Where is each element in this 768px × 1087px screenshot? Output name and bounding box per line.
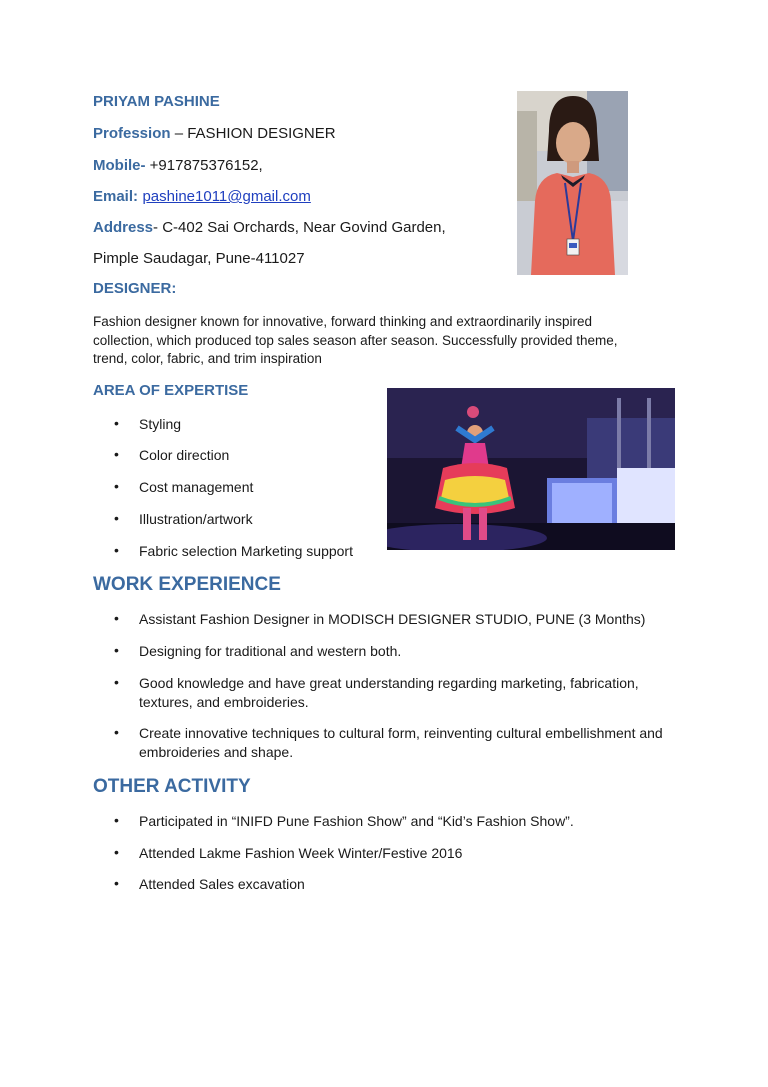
work-item [139, 724, 663, 761]
work-item-line: Good knowledge and have great understanding regarding marketing, fabrication, [139, 675, 639, 691]
bullet-icon: • [114, 478, 119, 494]
address-line-1 [93, 219, 446, 237]
work-item-line: textures, and embroideries. [139, 693, 309, 710]
address-label: Address [93, 219, 154, 236]
expertise-heading: AREA OF EXPERTISE [93, 382, 249, 399]
expertise-item: Cost management [139, 479, 254, 495]
profession-separator: – [170, 125, 188, 142]
address-value-line-1: - C-402 Sai Orchards, Near Govind Garden, [153, 219, 446, 236]
profession-value: FASHION DESIGNER [187, 125, 336, 142]
designer-summary-line: trend, color, fabric, and trim inspiration [93, 351, 322, 366]
work-item-line: embroideries and shape. [139, 743, 294, 760]
other-activity-item: Attended Lakme Fashion Week Winter/Festive 2016 [139, 845, 463, 861]
fashion-show-photo [387, 388, 675, 550]
bullet-icon: • [114, 415, 119, 431]
profile-photo [517, 91, 628, 275]
other-activity-heading: OTHER ACTIVITY [93, 776, 251, 797]
work-item [139, 610, 645, 629]
bullet-icon: • [114, 674, 119, 690]
bullet-icon: • [114, 542, 119, 558]
bullet-icon: • [114, 610, 119, 626]
work-item [139, 674, 639, 711]
resume-name: PRIYAM PASHINE [93, 93, 220, 110]
bullet-icon: • [114, 724, 119, 740]
bullet-icon: • [114, 844, 119, 860]
address-value-line-2: Pimple Saudagar, Pune-411027 [93, 250, 305, 267]
mobile-line [93, 157, 263, 175]
email-line [93, 188, 311, 206]
expertise-item: Color direction [139, 447, 230, 463]
work-item [139, 642, 401, 661]
bullet-icon: • [114, 510, 119, 526]
designer-summary [93, 313, 663, 369]
mobile-value: +917875376152, [145, 157, 263, 174]
email-link[interactable]: pashine1011@gmail.com [142, 188, 311, 205]
work-experience-heading: WORK EXPERIENCE [93, 574, 281, 595]
designer-heading: DESIGNER: [93, 280, 177, 297]
mobile-label: Mobile- [93, 157, 146, 174]
other-activity-item: Participated in “INIFD Pune Fashion Show” and “Kid’s Fashion Show”. [139, 813, 574, 829]
email-label: Email: [93, 188, 139, 205]
work-item-line: Assistant Fashion Designer in MODISCH DESIGNER STUDIO, PUNE (3 Months) [139, 611, 646, 627]
expertise-item: Styling [139, 416, 182, 432]
bullet-icon: • [114, 642, 119, 658]
work-item-line: Create innovative techniques to cultural form, reinventing cultural embellishment and [139, 725, 663, 741]
profession-line [93, 125, 336, 143]
profession-label: Profession [93, 125, 171, 142]
designer-summary-line: collection, which produced top sales season after season. Successfully provided theme, [93, 332, 618, 348]
bullet-icon: • [114, 446, 119, 462]
expertise-item: Illustration/artwork [139, 511, 253, 527]
expertise-item: Fabric selection Marketing support [139, 543, 353, 559]
bullet-icon: • [114, 875, 119, 891]
other-activity-item: Attended Sales excavation [139, 876, 305, 892]
bullet-icon: • [114, 812, 119, 828]
designer-summary-line: Fashion designer known for innovative, forward thinking and extraordinarily inspired [93, 314, 593, 329]
work-item-line: Designing for traditional and western both. [139, 643, 402, 659]
